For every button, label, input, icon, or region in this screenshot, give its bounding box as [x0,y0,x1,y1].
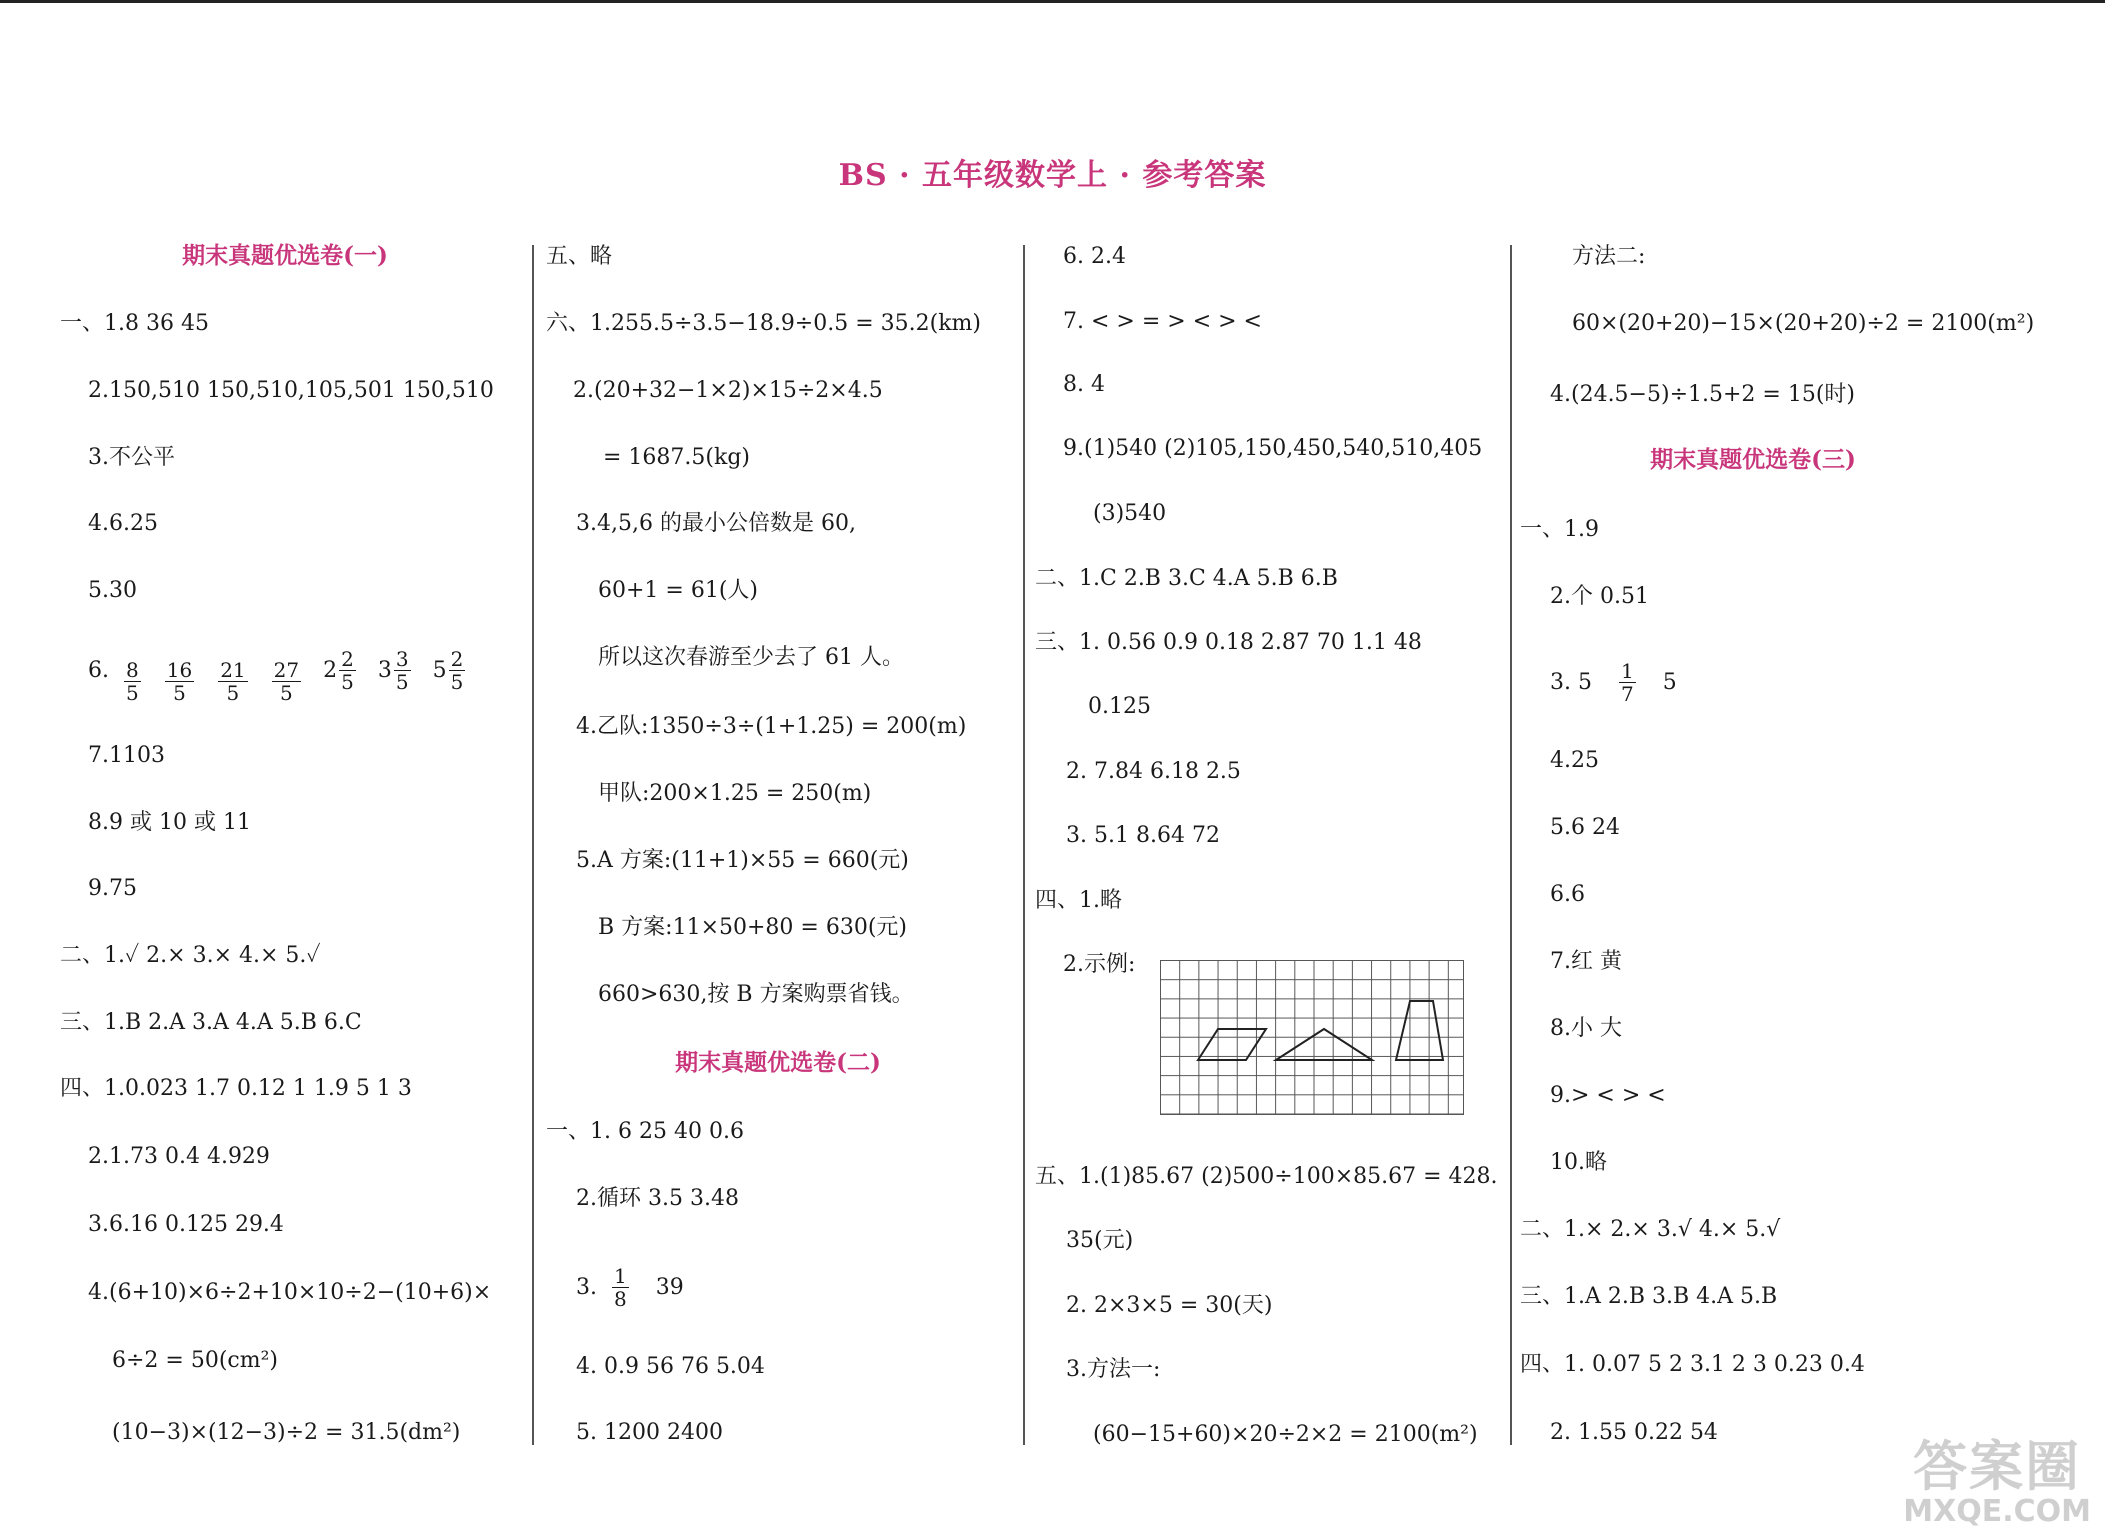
answer-line: 4. 0.9 56 76 5.04 [576,1354,765,1379]
answer-line: 7. < > = > < > < [1063,309,1262,334]
answer-line: 2.循环 3.5 3.48 [576,1186,739,1211]
mixed-number [270,659,303,704]
mixed-number [323,648,358,693]
fraction [124,659,141,704]
question-label: 6. [88,657,109,683]
fraction [1619,660,1636,705]
answer-line: 6÷2 = 50(cm²) [112,1348,279,1373]
parallelogram-shape [1198,1029,1266,1060]
answer-line: 五、1.(1)85.67 (2)500÷100×85.67 = 428. [1035,1164,1498,1189]
mixed-number [163,659,196,704]
answer-line: 9.(1)540 (2)105,150,450,540,510,405 [1063,436,1483,461]
answer-line: 9.> < > < [1550,1083,1666,1108]
fraction [272,659,301,704]
answer-line: 660>630,按 B 方案购票省钱。 [598,982,914,1007]
answer-line: 二、1.× 2.× 3.√ 4.× 5.√ [1520,1217,1781,1242]
denominator: 5 [126,680,139,705]
numerator: 3 [395,647,409,671]
answer-line: 5. 1200 2400 [576,1420,723,1445]
page-title: BS · 五年级数学上 · 参考答案 [838,158,1267,193]
answer-line: 4.(24.5−5)÷1.5+2 = 15(时) [1550,382,1856,407]
fraction [218,659,247,704]
answer-line: 4.6.25 [88,511,158,536]
answer-line: = 1687.5(kg) [603,445,750,470]
numerator: 1 [614,1264,627,1288]
fraction-answer-line [576,1265,684,1310]
answer-line: 9.75 [88,876,137,901]
answer-line: 60+1 = 61(人) [598,578,759,603]
answer-line: 2.个 0.51 [1550,584,1649,609]
triangle-shape [1276,1029,1372,1060]
answer-line: 3.6.16 0.125 29.4 [88,1212,284,1237]
answer-line: 7.1103 [88,743,165,768]
numerator: 1 [1620,659,1634,683]
section-heading: 期末真题优选卷(二) [675,1049,881,1076]
whole-part: 2 [323,657,338,683]
top-border [0,0,2105,3]
answer-line: 5.A 方案:(11+1)×55 = 660(元) [576,848,909,873]
numerator: 27 [273,657,300,682]
watermark-logo [1903,1435,2091,1529]
answer-line: 四、1.0.023 1.7 0.12 1 1.9 5 1 3 [60,1076,412,1101]
answer-line: 六、1.255.5÷3.5−18.9÷0.5 = 35.2(km) [546,311,981,336]
mixed-number [122,659,143,704]
fraction-answer-line [88,648,487,704]
answer-line: 5.6 24 [1550,815,1620,840]
answer-line: (10−3)×(12−3)÷2 = 31.5(dm²) [112,1420,461,1445]
grid-figure [1160,960,1464,1115]
answer-line: 3. 5.1 8.64 72 [1066,823,1220,848]
answer-value: 5 [1662,669,1677,695]
shapes-drawing [1160,960,1463,1114]
answer-line: 2.150,510 150,510,105,501 150,510 [88,378,494,403]
answer-line: 2. 7.84 6.18 2.5 [1066,759,1241,784]
answer-line: 二、1.C 2.B 3.C 4.A 5.B 6.B [1035,566,1338,591]
fraction [449,648,466,693]
numerator: 16 [166,657,193,682]
answer-line: 60×(20+20)−15×(20+20)÷2 = 2100(m²) [1572,311,2035,336]
numerator: 2 [450,647,464,671]
section-heading: 期末真题优选卷(一) [182,242,388,269]
column-divider [1510,245,1512,1445]
column-divider [532,245,534,1445]
denominator: 5 [173,680,186,705]
answer-line: 8.9 或 10 或 11 [88,810,251,835]
denominator: 8 [614,1287,627,1311]
numerator: 2 [341,647,354,671]
fraction [612,1265,629,1310]
answer-line: 2. 1.55 0.22 54 [1550,1420,1718,1445]
whole-part: 5 [432,657,447,683]
answer-line: 2. 2×3×5 = 30(天) [1066,1293,1273,1318]
answer-line: 6. 2.4 [1063,244,1126,269]
denominator: 5 [395,670,409,694]
answer-line: 方法二: [1572,244,1646,269]
answer-line: 四、1.略 [1035,888,1122,913]
answer-line: 3.4,5,6 的最小公倍数是 60, [576,511,856,536]
answer-line: 10.略 [1550,1150,1607,1175]
answer-line: 三、1. 0.56 0.9 0.18 2.87 70 1.1 48 [1035,630,1422,655]
column-divider [1023,245,1025,1445]
answer-line: 四、1. 0.07 5 2 3.1 2 3 0.23 0.4 [1520,1352,1865,1377]
answer-line: 三、1.B 2.A 3.A 4.A 5.B 6.C [60,1010,362,1035]
answer-line: 6.6 [1550,882,1585,907]
numerator: 21 [220,657,246,682]
trapezoid-shape [1396,1001,1443,1060]
answer-line: 3.方法一: [1066,1357,1161,1382]
answer-line: 2.1.73 0.4 4.929 [88,1144,270,1169]
watermark-text: 答案圈 [1913,1435,2082,1498]
answer-line: 3.不公平 [88,445,175,470]
mixed-number [433,648,468,693]
fraction-answer-line [1550,660,1677,705]
answer-line: 所以这次春游至少去了 61 人。 [598,645,904,670]
answer-line: 一、1.8 36 45 [60,311,209,336]
question-label: 3. [576,1274,597,1300]
answer-line: (60−15+60)×20÷2×2 = 2100(m²) [1093,1422,1478,1447]
fraction [165,659,194,704]
mixed-number [216,659,249,704]
answer-line: 甲队:200×1.25 = 250(m) [598,781,872,806]
answer-line: 8.小 大 [1550,1016,1622,1041]
answer-line: 2.(20+32−1×2)×15÷2×4.5 [573,378,883,403]
fraction [394,648,411,693]
fraction [339,648,356,693]
answer-line: 4.(6+10)×6÷2+10×10÷2−(10+6)× [88,1280,492,1305]
answer-line: 8. 4 [1063,372,1105,397]
answer-line: B 方案:11×50+80 = 630(元) [598,915,907,940]
answer-line: 二、1.✓ 2.× 3.× 4.× 5.✓ [60,943,321,968]
denominator: 5 [341,670,354,694]
answer-line: (3)540 [1093,501,1167,526]
question-label: 3. 5 [1550,669,1592,695]
answer-line: 4.乙队:1350÷3÷(1+1.25) = 200(m) [576,714,967,739]
answer-line: 三、1.A 2.B 3.B 4.A 5.B [1520,1284,1778,1309]
answer-line: 一、1. 6 25 40 0.6 [546,1119,744,1144]
answer-line: 5.30 [88,578,137,603]
whole-part: 3 [377,657,392,683]
numerator: 8 [126,657,139,682]
denominator: 7 [1620,682,1634,706]
section-heading: 期末真题优选卷(三) [1650,446,1856,473]
answer-line: 0.125 [1088,694,1151,719]
denominator: 5 [226,680,240,705]
denominator: 5 [450,670,464,694]
mixed-number [378,648,413,693]
answer-line: 7.红 黄 [1550,949,1622,974]
answer-line: 35(元) [1066,1228,1134,1253]
answer-line: 五、略 [546,244,613,269]
answer-value: 39 [655,1274,684,1300]
denominator: 5 [280,680,293,705]
answer-line: 2.示例: [1063,952,1136,977]
answer-line: 4.25 [1550,748,1599,773]
watermark-url: MXQE.COM [1903,1494,2091,1529]
answer-line: 一、1.9 [1520,517,1599,542]
